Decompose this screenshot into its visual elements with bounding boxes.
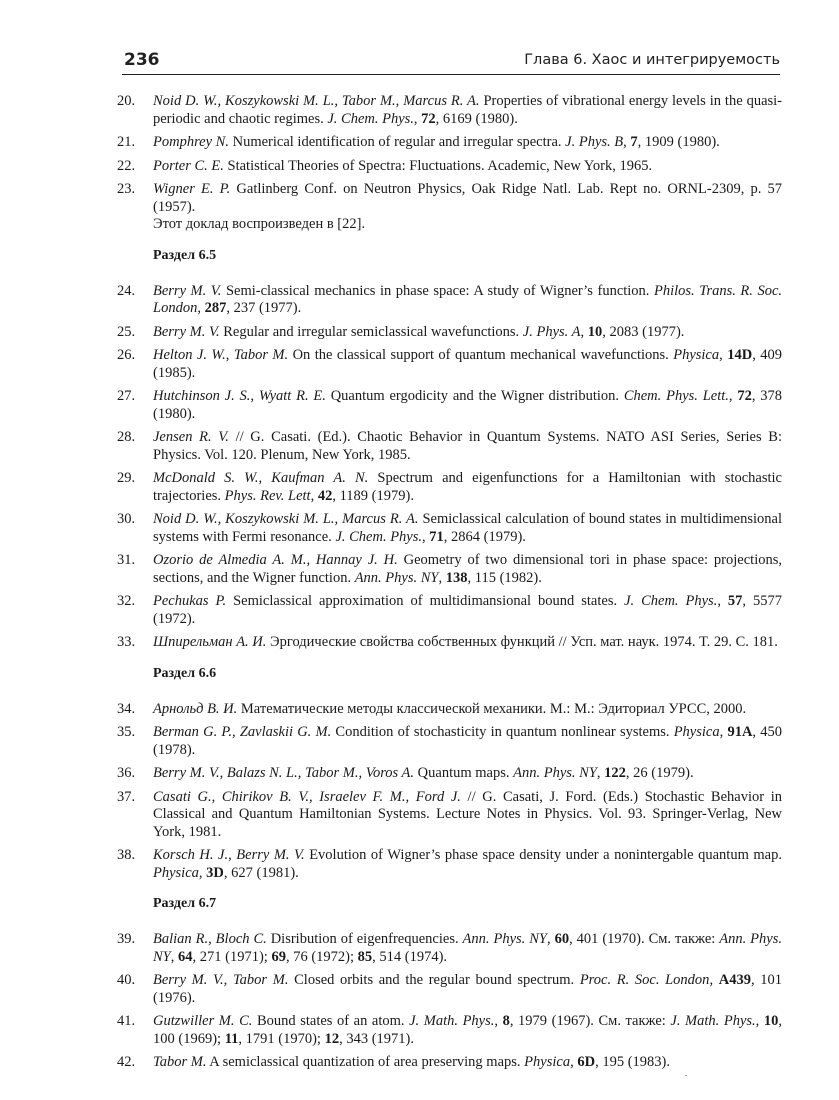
reference-text: Pomphrey N. Numerical identification of regular and irregular spectra. J. Phys. B, 7, 1909 (1980).	[153, 134, 720, 150]
reference-entry	[117, 511, 782, 546]
reference-text: Berry M. V. Regular and irregular semiclassical wavefunctions. J. Phys. A, 10, 2083 (1977).	[153, 323, 685, 340]
reference-entry	[117, 701, 782, 719]
section-heading: Раздел 6.6	[153, 665, 217, 681]
reference-number: 36.	[117, 765, 136, 781]
reference-entry	[117, 388, 782, 423]
reference-number: 27.	[117, 388, 136, 404]
reference-text: Porter C. E. Statistical Theories of Spectra: Fluctuations. Academic, New York, 1965.	[153, 157, 653, 174]
reference-number: 26.	[117, 347, 136, 363]
reference-text: Wigner E. P. Gatlinberg Conf. on Neutron Physics, Oak Ridge Natl. Lab. Rept no. ORNL-2309, p. 57 (1957). Этот доклад воспроизведен в [22].	[153, 181, 783, 232]
running-header	[122, 48, 780, 75]
section-heading: Раздел 6.7	[153, 896, 217, 911]
reference-text: Hutchinson J. S., Wyatt R. E. Quantum ergodicity and the Wigner distribution. Chem. Phys. Lett., 72, 378 (1980).	[153, 388, 783, 422]
reference-entry	[117, 283, 782, 318]
reference-entry	[117, 593, 782, 628]
reference-text: Berman G. P., Zavlaskii G. M. Condition of stochasticity in quantum nonlinear systems. Physica, 91A, 450 (1978).	[153, 724, 782, 758]
reference-number: 25.	[117, 323, 136, 340]
reference-number: 35.	[117, 724, 136, 740]
reference-number: 33.	[117, 634, 136, 650]
reference-entry	[117, 324, 782, 342]
reference-number: 38.	[117, 847, 136, 863]
reference-entry	[117, 93, 782, 128]
reference-number: 21.	[117, 134, 136, 150]
reference-number: 28.	[117, 429, 136, 445]
reference-text: Noid D. W., Koszykowski M. L., Tabor M., Marcus R. A. Properties of vibrational energy levels in the quasi-periodic and chaotic regimes. J. Chem. Phys., 72, 6169 (1980).	[153, 93, 783, 127]
reference-entry	[117, 347, 782, 382]
reference-entry	[117, 181, 782, 234]
reference-text: Noid D. W., Koszykowski M. L., Marcus R. A. Semiclassical calculation of bound states in multidimensional systems with Fermi resonance. J. Chem. Phys., 71, 2864 (1979).	[153, 511, 783, 545]
reference-number: 41.	[117, 1013, 136, 1029]
reference-number: 29.	[117, 470, 136, 486]
reference-entry	[117, 134, 782, 152]
reference-text: Berry M. V., Balazs N. L., Tabor M., Voros A. Quantum maps. Ann. Phys. NY, 122, 26 (1979).	[153, 765, 694, 781]
reference-entry	[117, 931, 782, 966]
reference-entry	[117, 847, 782, 882]
reference-number: 37.	[117, 788, 136, 805]
reference-entry	[117, 972, 782, 1007]
reference-text: Balian R., Bloch C. Disribution of eigenfrequencies. Ann. Phys. NY, 60, 401 (1970). См. также: Ann. Phys. NY, 64, 271 (1971); 69, 76 (1972); 85, 514 (1974).	[153, 931, 782, 965]
reference-entry	[117, 158, 782, 176]
reference-number: 23.	[117, 181, 136, 197]
reference-text: Tabor M. A semiclassical quantization of area preserving maps. Physica, 6D, 195 (1983).	[153, 1054, 670, 1070]
reference-number: 42.	[117, 1054, 136, 1070]
reference-text: Helton J. W., Tabor M. On the classical support of quantum mechanical wavefunctions. Physica, 14D, 409 (1985).	[153, 347, 783, 381]
reference-text: Casati G., Chirikov B. V., Israelev F. M., Ford J. // G. Casati, J. Ford. (Eds.) Stochastic Behavior in Classical and Quantum Hamiltonian Systems. Lecture Notes in Physics. Vol. 93. Springer-Verlag, New York, 1981.	[153, 788, 782, 840]
reference-text: Korsch H. J., Berry M. V. Evolution of Wigner’s phase space density under a nonintergable quantum map. Physica, 3D, 627 (1981).	[153, 847, 782, 881]
reference-entry	[117, 724, 782, 759]
reference-number: 30.	[117, 511, 136, 527]
reference-number: 22.	[117, 157, 136, 174]
reference-text: Арнольд В. И. Математические методы классической механики. М.: М.: Эдиториал УРСС, 2000.	[153, 700, 747, 717]
reference-text: McDonald S. W., Kaufman A. N. Spectrum and eigenfunctions for a Hamiltonian with stochastic trajectories. Phys. Rev. Lett, 42, 1189 (1979).	[153, 470, 782, 504]
reference-text: Gutzwiller M. C. Bound states of an atom. J. Math. Phys., 8, 1979 (1967). См. также: J. Math. Phys., 10, 100 (1969); 11, 1791 (1970); 12, 343 (1971).	[153, 1013, 782, 1047]
reference-number: 39.	[117, 931, 136, 947]
reference-number: 40.	[117, 972, 136, 988]
section-heading: Раздел 6.5	[153, 247, 217, 263]
reference-text: Ozorio de Almedia A. M., Hannay J. H. Geometry of two dimensional tori in phase space: projections, sections, and the Wigner function. Ann. Phys. NY, 138, 115 (1982).	[153, 552, 782, 586]
reference-number: 24.	[117, 282, 136, 299]
reference-text: Berry M. V., Tabor M. Closed orbits and the regular bound spectrum. Proc. R. Soc. London, A439, 101 (1976).	[153, 972, 783, 1006]
reference-entry	[117, 634, 782, 652]
reference-entry	[117, 429, 782, 464]
reference-text: Шпирельман А. И. Эргодические свойства собственных функций // Усп. мат. наук. 1974. Т. 29. С. 181.	[153, 634, 778, 650]
reference-entry	[117, 470, 782, 505]
reference-text: Berry M. V. Semi-classical mechanics in phase space: A study of Wigner’s function. Philos. Trans. R. Soc. London, 287, 237 (1977).	[153, 282, 782, 316]
reference-entry	[117, 1054, 782, 1072]
reference-entry	[117, 789, 782, 842]
chapter-title: Глава 6. Хаос и интегрируемость	[524, 52, 780, 68]
reference-number: 32.	[117, 593, 136, 609]
reference-number: 20.	[117, 93, 136, 109]
reference-entry	[117, 765, 782, 783]
reference-text: Jensen R. V. // G. Casati. (Ed.). Chaotic Behavior in Quantum Systems. NATO ASI Series, Series B: Physics. Vol. 120. Plenum, New York, 1985.	[153, 429, 782, 463]
page-number: 236	[124, 50, 160, 70]
reference-text: Pechukas P. Semiclassical approximation of multidimansional bound states. J. Chem. Phys., 57, 5577 (1972).	[153, 593, 783, 627]
speck	[685, 1075, 687, 1076]
reference-entry	[117, 552, 782, 587]
reference-number: 31.	[117, 552, 136, 568]
reference-entry	[117, 1013, 782, 1048]
reference-list	[117, 93, 782, 1078]
reference-number: 34.	[117, 700, 136, 717]
